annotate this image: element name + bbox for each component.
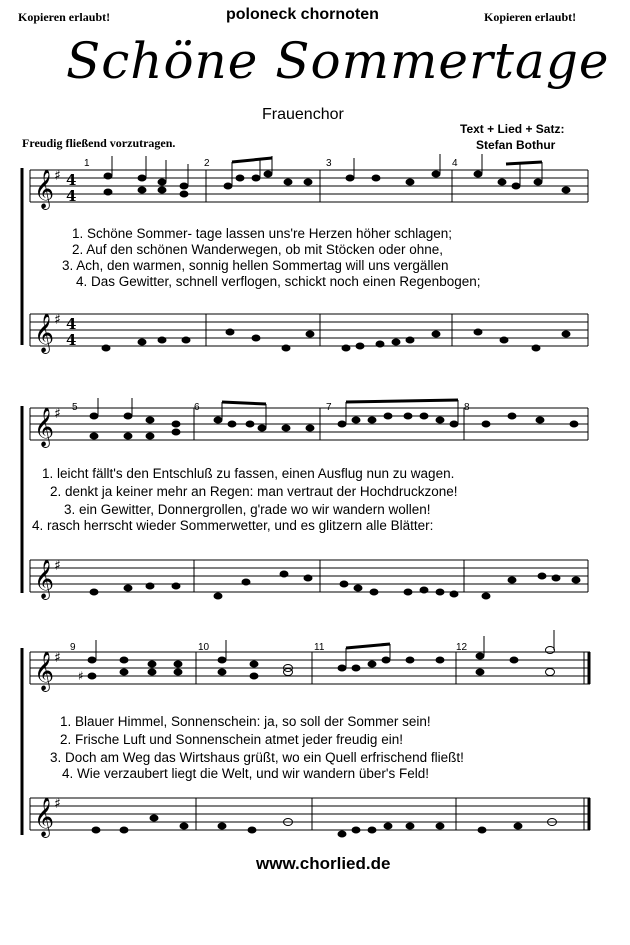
measure-number: 3 xyxy=(326,158,332,169)
lyric-line: 1. Blauer Himmel, Sonnenschein: ja, so soll der Sommer sein! xyxy=(60,714,431,729)
measure-number: 11 xyxy=(314,642,325,653)
upper-staff-notes xyxy=(90,398,578,439)
upper-staff xyxy=(30,652,590,684)
lyric-line: 1. Schöne Sommer- tage lassen uns're Herzen höher schlagen; xyxy=(72,226,453,241)
time-signature-top: 4 xyxy=(66,315,77,333)
credit-line-1: Text + Lied + Satz: xyxy=(460,122,565,136)
upper-staff-notes xyxy=(104,154,570,197)
song-title: Schöne Sommertage xyxy=(66,32,610,90)
upper-staff xyxy=(30,170,588,202)
treble-clef-icon: 𝄞 xyxy=(34,407,55,447)
key-sharp-icon: ♯ xyxy=(54,312,61,328)
publisher-name: poloneck chornoten xyxy=(226,6,379,23)
measure-number: 8 xyxy=(464,402,470,413)
lyric-line: 3. Doch am Weg das Wirtshaus grüßt, wo ein Quell erfrischend fließt! xyxy=(50,750,464,765)
lyric-line: 4. Das Gewitter, schnell verflogen, schickt noch einen Regenbogen; xyxy=(76,274,481,289)
lyric-line: 3. ein Gewitter, Donnergrollen, g'rade wo wir wandern wollen! xyxy=(64,502,431,517)
upper-staff xyxy=(30,408,588,440)
website-link[interactable]: www.chorlied.de xyxy=(256,854,391,873)
lyric-line: 2. denkt ja keiner mehr an Regen: man vertraut der Hochdruckzone! xyxy=(50,484,458,499)
lyric-line: 2. Auf den schönen Wanderwegen, ob mit Stöcken oder ohne, xyxy=(72,242,443,257)
lyric-line: 3. Ach, den warmen, sonnig hellen Sommertag will uns vergällen xyxy=(62,258,449,273)
measure-number: 10 xyxy=(198,642,210,653)
treble-clef-icon: 𝄞 xyxy=(34,169,55,209)
time-signature-bottom: 4 xyxy=(66,187,77,205)
measure-number: 1 xyxy=(84,158,90,169)
time-signature-bottom: 4 xyxy=(66,331,77,349)
measure-number: 7 xyxy=(326,402,332,413)
lower-staff xyxy=(30,798,590,830)
key-sharp-icon: ♯ xyxy=(54,168,61,184)
measure-number: 9 xyxy=(70,642,76,653)
treble-clef-icon: 𝄞 xyxy=(34,559,55,599)
key-sharp-icon: ♯ xyxy=(54,558,61,574)
time-signature-top: 4 xyxy=(66,171,77,189)
upper-staff-notes xyxy=(78,630,555,683)
lyric-line: 2. Frische Luft und Sonnenschein atmet jeder freudig ein! xyxy=(60,732,403,747)
treble-clef-icon: 𝄞 xyxy=(34,313,55,353)
copy-permission-left: Kopieren erlaubt! xyxy=(18,10,111,24)
measure-number: 12 xyxy=(456,642,468,653)
treble-clef-icon: 𝄞 xyxy=(34,797,55,837)
key-sharp-icon: ♯ xyxy=(54,650,61,666)
lyric-line: 4. rasch herrscht wieder Sommerwetter, und es glitzern alle Blätter: xyxy=(32,518,434,533)
measure-number: 4 xyxy=(452,158,458,169)
measure-number: 2 xyxy=(204,158,210,169)
svg-text:♯: ♯ xyxy=(78,669,84,683)
tempo-marking: Freudig fließend vorzutragen. xyxy=(22,136,176,150)
key-sharp-icon: ♯ xyxy=(54,406,61,422)
lyric-line: 1. leicht fällt's den Entschluß zu fassen, einen Ausflug nun zu wagen. xyxy=(42,466,455,481)
lyric-line: 4. Wie verzaubert liegt die Welt, und wir wandern über's Feld! xyxy=(62,766,429,781)
key-sharp-icon: ♯ xyxy=(54,796,61,812)
credit-line-2: Stefan Bothur xyxy=(476,138,556,152)
lower-staff-notes xyxy=(102,329,570,351)
lower-staff-notes xyxy=(90,571,580,599)
measure-number: 6 xyxy=(194,402,200,413)
copy-permission-right: Kopieren erlaubt! xyxy=(484,10,577,24)
song-subtitle: Frauenchor xyxy=(262,106,344,123)
treble-clef-icon: 𝄞 xyxy=(34,651,55,691)
lower-staff-notes xyxy=(92,815,557,837)
measure-number: 5 xyxy=(72,402,78,413)
